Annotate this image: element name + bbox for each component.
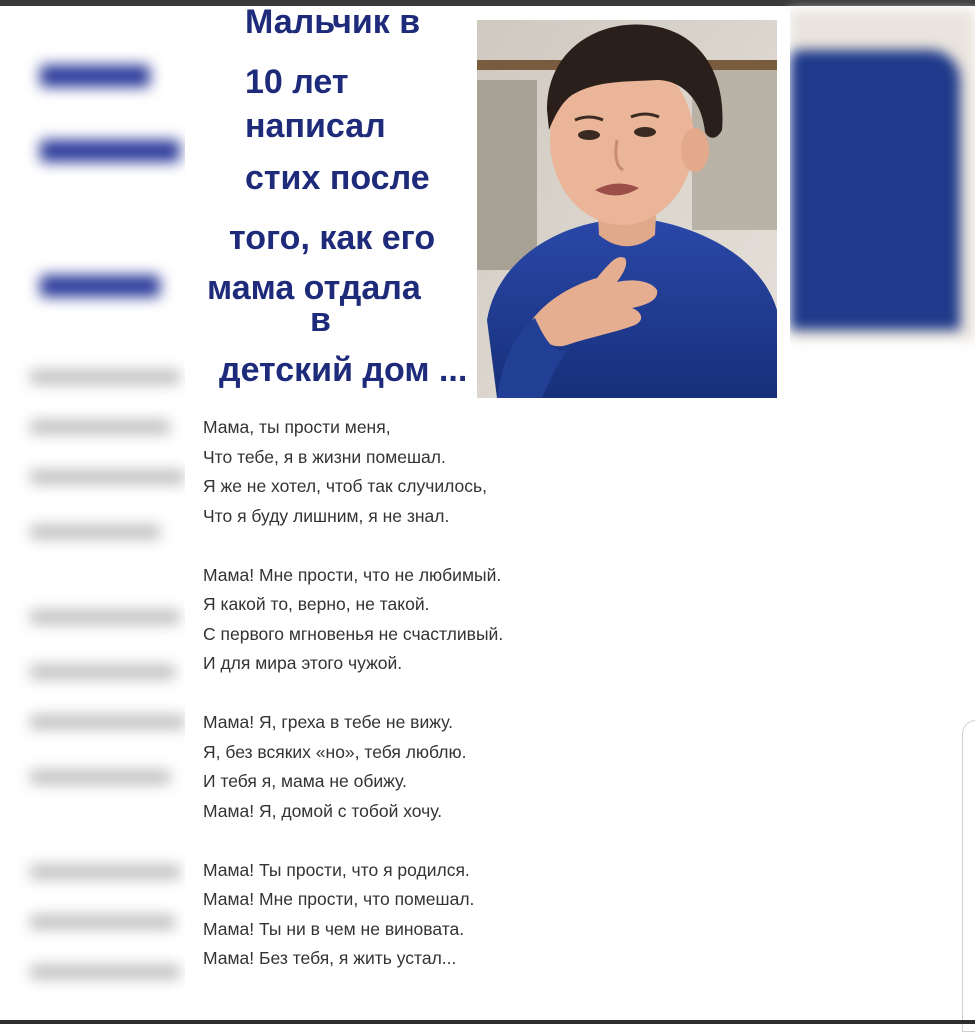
blurred-background-left (0, 10, 190, 1010)
poem-line: Мама! Мне прости, что не любимый. (203, 564, 502, 585)
headline-line: 10 лет (245, 63, 349, 101)
headline-line: мама отдала (207, 269, 421, 307)
poem-line: И тебя я, мама не обижу. (203, 771, 407, 791)
headline-line: того, как его (229, 219, 436, 257)
poem-line: Мама! Я, домой с тобой хочу. (203, 800, 443, 821)
poem (203, 413, 673, 1003)
poem-stanza (203, 856, 673, 974)
poem-line: Я, без всяких «но», тебя люблю. (203, 741, 467, 762)
poem-line: Мама! Я, греха в тебе не вижу. (203, 712, 453, 732)
poem-stanza (203, 561, 673, 679)
headline-line: написал (245, 107, 386, 145)
headline-line: стих после (245, 159, 430, 197)
side-card-edge (962, 720, 975, 1032)
poem-line: Мама! Ты ни в чем не виновата. (203, 918, 465, 939)
boy-photo (477, 20, 777, 398)
poem-line: С первого мгновенья не счастливый. (203, 623, 504, 644)
blurred-background-right (790, 10, 975, 340)
poem-line: Мама! Мне прости, что помешал. (203, 889, 475, 909)
poem-line: Мама! Без тебя, я жить устал... (203, 948, 457, 968)
poem-line: Я же не хотел, чтоб так случилось, (203, 476, 487, 496)
bottom-border (0, 1020, 975, 1024)
post-image (185, 3, 790, 1012)
top-border (0, 0, 975, 6)
headline-line: Мальчик в (245, 3, 421, 41)
poem-line: И для мира этого чужой. (203, 653, 403, 673)
headline-line: детский дом ... (219, 351, 468, 389)
poem-line: Я какой то, верно, не такой. (203, 594, 430, 614)
poem-stanza (203, 413, 673, 531)
poem-stanza (203, 708, 673, 826)
poem-line: Что тебе, я в жизни помешал. (203, 446, 446, 467)
poem-line: Мама! Ты прости, что я родился. (203, 859, 470, 880)
headline-line: в (310, 301, 331, 339)
poem-line: Мама, ты прости меня, (203, 417, 391, 437)
poem-line: Что я буду лишним, я не знал. (203, 505, 450, 526)
